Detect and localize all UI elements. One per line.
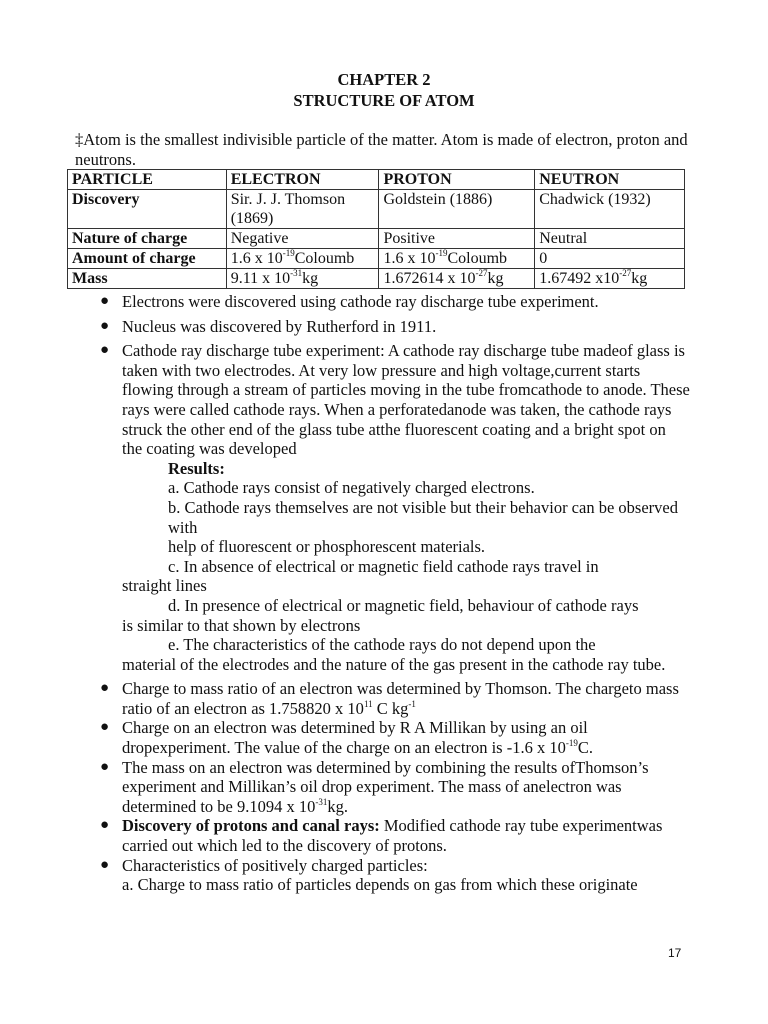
header-cell: PARTICLE (68, 170, 227, 190)
bullet-icon: ● (100, 293, 110, 309)
double-dagger-icon: ‡ (75, 130, 84, 149)
table-cell: Chadwick (1932) (535, 190, 685, 229)
bullet-icon: ● (100, 680, 110, 697)
bullet-icon: ● (100, 342, 110, 359)
row-label: Nature of charge (68, 229, 227, 249)
row-label: Amount of charge (68, 249, 227, 269)
table-row (68, 269, 685, 289)
row-label: Discovery (68, 190, 227, 229)
intro-paragraph (75, 130, 695, 170)
table-cell: 0 (535, 249, 685, 269)
header-cell: PROTON (379, 170, 535, 190)
table-cell: 1.6 x $10^{-19}Coloumb$ (226, 249, 379, 269)
table-cell: 1.6 x $10^{-19}Coloumb$ (379, 249, 535, 269)
list-item: ● Discovery of protons and canal rays: Modified cathode ray tube experimentwas carried out which led to the discovery of protons. (100, 816, 663, 856)
bullet-list (100, 292, 690, 895)
list-item: ● The mass on an electron was determined by combining the results ofThomson’s experiment and Millikan’s oil drop experiment. The mass of anelectron was determined to be 9.1094 x $10^{-31}kg$. (100, 757, 649, 816)
header-cell: NEUTRON (535, 170, 685, 190)
table-cell: 1.672614 x $10^{-27}kg$ (379, 269, 535, 289)
header-cell: ELECTRON (226, 170, 379, 190)
bullet-icon: ● (100, 856, 110, 873)
table-cell: Negative (226, 229, 379, 249)
particle-table (67, 169, 685, 289)
bullet-icon: ● (100, 317, 110, 334)
result-item: a. Cathode rays consist of negatively charged electrons. (168, 478, 535, 498)
intro-text: Atom is the smallest indivisible particle of the matter. Atom is made of electron, proton and neutrons. (75, 130, 688, 169)
result-item: d. In presence of electrical or magnetic field, behaviour of cathode rays is similar to that shown by electrons (122, 595, 639, 635)
table-cell: Positive (379, 229, 535, 249)
bullet-icon: ● (100, 758, 110, 775)
table-row (68, 229, 685, 249)
result-item: e. The characteristics of the cathode rays do not depend upon the material of the electrodes and the nature of the gas present in the cathode ray tube. (122, 635, 666, 674)
result-item: help of fluorescent or phosphorescent materials. (168, 537, 486, 557)
list-item: ● Charge to mass ratio of an electron was determined by Thomson. The chargeto mass ratio of an electron as 1.758820 x $10^{11}$ C $kg^{-1}$ (100, 679, 679, 718)
table-row (68, 249, 685, 269)
bullet-icon: ● (100, 817, 110, 834)
row-label: Mass (68, 269, 227, 289)
list-item: ● Characteristics of positively charged particles: a. Charge to mass ratio of particles depends on gas from which these originate (100, 855, 638, 895)
results-heading: Results: (168, 458, 225, 478)
table-cell: 9.11 x $10^{-31}kg$ (226, 269, 379, 289)
notes-content (100, 292, 690, 895)
table-cell: 1.67492 $x10^{-27}kg$ (535, 269, 685, 289)
result-item: b. Cathode rays themselves are not visible but their behavior can be observed with (168, 497, 678, 537)
list-item: ● Charge on an electron was determined by R A Millikan by using an oil dropexperiment. The value of the charge on an electron is -1.6 x $10^{-19}C$. (100, 718, 593, 758)
table-cell: Neutral (535, 229, 685, 249)
table-row (68, 190, 685, 229)
page-number: 17 (668, 946, 682, 960)
list-item: ● Nucleus was discovered by Rutherford in 1911. (100, 316, 437, 336)
table-cell: Goldstein (1886) (379, 190, 535, 229)
result-item: c. In absence of electrical or magnetic field cathode rays travel in straight lines (122, 556, 599, 596)
bullet-icon: ● (100, 719, 110, 736)
list-item: ● Cathode ray discharge tube experiment: A cathode ray discharge tube madeof glass is taken with two electrodes. At very low pressure and high voltage,current starts flowing through a stream of particles moving in the tube fromcathode to anode. These rays were called cathode rays. When a perforatedanode was taken, the cathode rays struck the other end of the glass tube atthe fluorescent coating and a bright spot on the coating was developed Results: a. Cathode rays consist of negatively charged electrons. b. Cathode rays themselves are not visible but their behavior can be observed with help of fluorescent or phosphorescent materials. c. In absence of electrical or magnetic field cathode rays travel in straight lines d. In presence of electrical or magnetic field, behaviour of cathode rays is similar to that shown by electrons e. The characteristics of the cathode rays do not depend upon the material of the electrodes and the nature of the gas present in the cathode ray tube. (100, 341, 690, 674)
table-header-row (68, 170, 685, 190)
table-cell: Sir. J. J. Thomson (1869) (226, 190, 379, 229)
list-item: ● Electrons were discovered using cathode ray discharge tube experiment. (100, 292, 599, 311)
chapter-label: CHAPTER 2 (337, 70, 431, 89)
chapter-title: STRUCTURE OF ATOM (293, 91, 475, 110)
